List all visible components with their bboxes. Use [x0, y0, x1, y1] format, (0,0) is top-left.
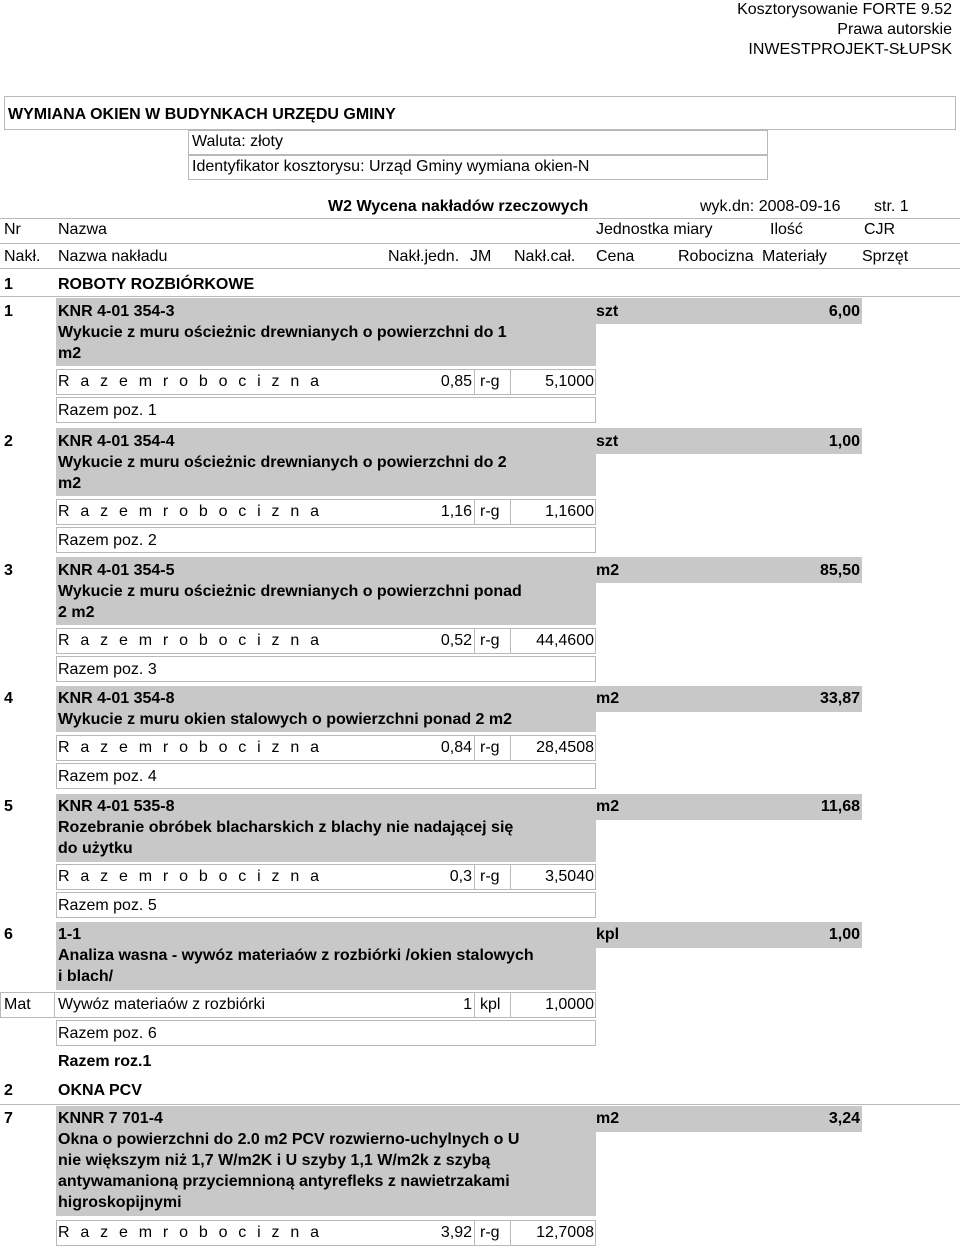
labour-label: R a z e m r o b o c i z n a [58, 739, 323, 756]
position-description: Okna o powierzchni do 2.0 m2 PCV rozwierno-uchylnych o U [58, 1131, 520, 1148]
material-label: Mat [4, 996, 31, 1013]
position-nr: 2 [4, 433, 13, 450]
cell-divider [510, 735, 511, 761]
position-nr: 3 [4, 562, 13, 579]
col-cjr: CJR [864, 221, 896, 238]
position-unit: m2 [596, 798, 620, 815]
currency-label: Waluta: złoty [192, 133, 283, 150]
section-name: ROBOTY ROZBIÓRKOWE [58, 276, 255, 293]
labour-jm: r-g [480, 739, 500, 756]
header-rule [0, 243, 960, 244]
section-nr: 2 [4, 1082, 13, 1099]
labour-label: R a z e m r o b o c i z n a [58, 868, 323, 885]
labour-total: 1,1600 [545, 503, 594, 520]
labour-norm: 0,84 [440, 739, 472, 756]
position-description: nie większym niż 1,7 W/m2K i U szyby 1,1 W/m2k z szybą [58, 1152, 491, 1169]
date-label: wyk.dn: 2008-09-16 [700, 198, 841, 215]
labour-label: R a z e m r o b o c i z n a [58, 503, 323, 520]
position-code: KNR 4-01 354-5 [58, 562, 175, 579]
position-description: Wykucie z muru ościeżnic drewnianych o powierzchni do 1 [58, 324, 507, 341]
col-nr: Nr [4, 221, 21, 238]
estimate-identifier: Identyfikator kosztorysu: Urząd Gminy wymiana okien-N [192, 158, 590, 175]
cell-divider [510, 1220, 511, 1246]
position-sum: Razem poz. 6 [58, 1025, 157, 1042]
col-materials: Materiały [762, 248, 827, 265]
col-name: Nazwa [58, 221, 107, 238]
col-unit-norm: Nakł.jedn. [388, 248, 460, 265]
page-number: str. 1 [874, 198, 909, 215]
position-qty: 1,00 [828, 926, 860, 943]
position-code: KNR 4-01 354-3 [58, 303, 175, 320]
position-unit: m2 [596, 562, 620, 579]
cell-divider [474, 735, 475, 761]
header-rule [0, 218, 960, 219]
row-rule [0, 1104, 960, 1105]
labour-jm: r-g [480, 1224, 500, 1241]
position-qty: 1,00 [828, 433, 860, 450]
position-description: do użytku [58, 840, 133, 857]
cell-divider [510, 628, 511, 654]
position-description: Wykucie z muru ościeżnic drewnianych o powierzchni do 2 [58, 454, 507, 471]
labour-total: 12,7008 [536, 1224, 594, 1241]
position-code: 1-1 [58, 926, 82, 943]
col-resource-name: Nazwa nakładu [58, 248, 168, 265]
position-nr: 4 [4, 690, 13, 707]
cell-divider [510, 499, 511, 525]
position-unit: kpl [596, 926, 620, 943]
material-total: 1,0000 [545, 996, 594, 1013]
section-title: W2 Wycena nakładów rzeczowych [328, 198, 589, 215]
position-description: higroskopijnymi [58, 1194, 182, 1211]
labour-norm: 0,85 [440, 373, 472, 390]
cell-divider [474, 369, 475, 395]
position-description: i blach/ [58, 968, 114, 985]
position-code: KNR 4-01 354-8 [58, 690, 175, 707]
section-nr: 1 [4, 276, 13, 293]
cell-divider [510, 864, 511, 890]
position-qty: 85,50 [819, 562, 860, 579]
col-price: Cena [596, 248, 635, 265]
position-description: Analiza wasna - wywóz materiaów z rozbiórki /okien stalowych [58, 947, 534, 964]
position-description: Wykucie z muru okien stalowych o powierzchni ponad 2 m2 [58, 711, 513, 728]
position-description: m2 [58, 345, 82, 362]
position-sum: Razem poz. 3 [58, 661, 157, 678]
position-description: 2 m2 [58, 604, 95, 621]
cell-divider [474, 992, 475, 1018]
position-description: Wykucie z muru ościeżnic drewnianych o powierzchni ponad [58, 583, 522, 600]
cell-divider [54, 992, 55, 1018]
labour-total: 28,4508 [536, 739, 594, 756]
labour-norm: 0,52 [440, 632, 472, 649]
labour-jm: r-g [480, 373, 500, 390]
software-header [0, 0, 960, 60]
position-nr: 1 [4, 303, 13, 320]
position-nr: 5 [4, 798, 13, 815]
cell-divider [510, 369, 511, 395]
position-unit: m2 [596, 690, 620, 707]
position-nr: 7 [4, 1110, 13, 1127]
position-sum: Razem poz. 4 [58, 768, 157, 785]
position-qty: 6,00 [828, 303, 860, 320]
cell-divider [474, 1220, 475, 1246]
cell-divider [510, 992, 511, 1018]
col-nakl: Nakł. [4, 248, 41, 265]
labour-norm: 0,3 [449, 868, 472, 885]
labour-total: 5,1000 [545, 373, 594, 390]
labour-label: R a z e m r o b o c i z n a [58, 632, 323, 649]
labour-norm: 3,92 [440, 1224, 472, 1241]
material-norm: 1 [463, 996, 472, 1013]
cell-divider [474, 499, 475, 525]
position-qty: 33,87 [819, 690, 860, 707]
position-code: KNNR 7 701-4 [58, 1110, 163, 1127]
labour-jm: r-g [480, 868, 500, 885]
labour-label: R a z e m r o b o c i z n a [58, 1224, 323, 1241]
position-unit: m2 [596, 1110, 620, 1127]
licensee: INWESTPROJEKT-SŁUPSK [748, 41, 952, 58]
labour-total: 3,5040 [545, 868, 594, 885]
position-code: KNR 4-01 354-4 [58, 433, 175, 450]
position-unit: szt [596, 433, 619, 450]
labour-jm: r-g [480, 503, 500, 520]
document-title: WYMIANA OKIEN W BUDYNKACH URZĘDU GMINY [8, 106, 396, 123]
col-labour: Robocizna [678, 248, 754, 265]
labour-jm: r-g [480, 632, 500, 649]
header-rule [0, 268, 960, 269]
col-qty: Ilość [770, 221, 803, 238]
position-nr: 6 [4, 926, 13, 943]
position-description: Rozebranie obróbek blacharskich z blachy nie nadającej się [58, 819, 514, 836]
col-equipment: Sprzęt [862, 248, 909, 265]
row-rule [0, 296, 960, 297]
cell-divider [474, 628, 475, 654]
cell-divider [474, 864, 475, 890]
position-description: antywamanioną przyciemnioną antyrefleks z nawietrzakami [58, 1173, 510, 1190]
copyright-label: Prawa autorskie [837, 21, 952, 38]
labour-label: R a z e m r o b o c i z n a [58, 373, 323, 390]
section-name: OKNA PCV [58, 1082, 142, 1099]
position-sum: Razem poz. 2 [58, 532, 157, 549]
position-code: KNR 4-01 535-8 [58, 798, 175, 815]
material-name: Wywóz materiaów z rozbiórki [58, 996, 266, 1013]
labour-total: 44,4600 [536, 632, 594, 649]
col-jm: JM [470, 248, 492, 265]
section-sum: Razem roz.1 [58, 1053, 152, 1070]
position-sum: Razem poz. 5 [58, 897, 157, 914]
position-description: m2 [58, 475, 82, 492]
software-name: Kosztorysowanie FORTE 9.52 [737, 1, 952, 18]
position-sum: Razem poz. 1 [58, 402, 157, 419]
col-unit: Jednostka miary [596, 221, 713, 238]
col-total-norm: Nakł.cał. [514, 248, 576, 265]
labour-norm: 1,16 [440, 503, 472, 520]
position-qty: 11,68 [820, 798, 860, 815]
material-jm: kpl [480, 996, 501, 1013]
position-unit: szt [596, 303, 619, 320]
position-qty: 3,24 [828, 1110, 860, 1127]
